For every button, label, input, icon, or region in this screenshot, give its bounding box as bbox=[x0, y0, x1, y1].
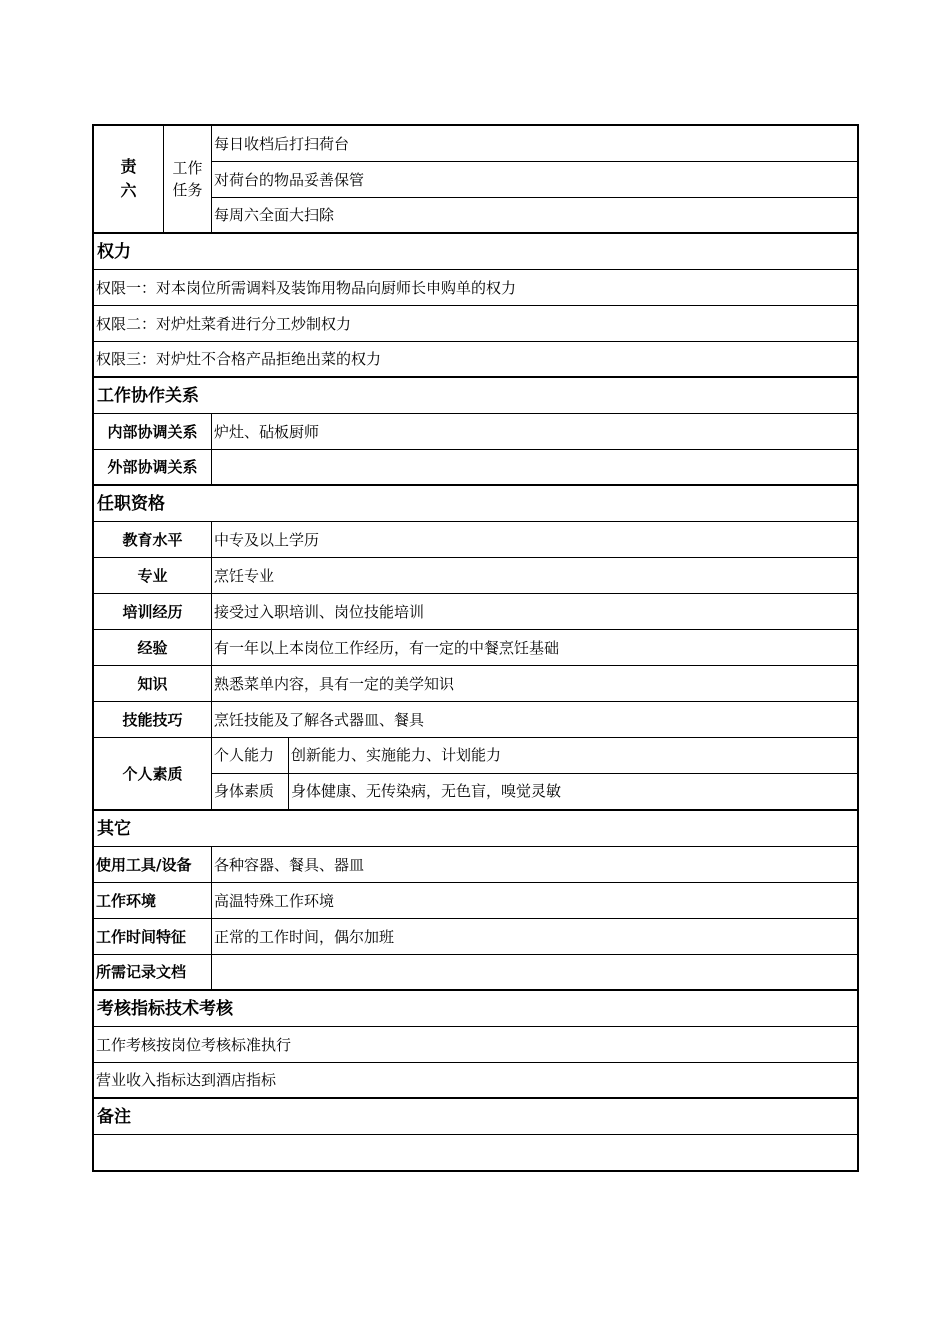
qualification-label: 教育水平 bbox=[94, 522, 212, 557]
qualification-value: 熟悉菜单内容，具有一定的美学知识 bbox=[214, 674, 455, 693]
qualification-title: 任职资格 bbox=[97, 493, 165, 514]
qualification-value: 接受过入职培训、岗位技能培训 bbox=[214, 602, 425, 621]
other-label: 使用工具/设备 bbox=[94, 847, 212, 882]
job-description-table bbox=[92, 124, 859, 1172]
cooperation-title: 工作协作关系 bbox=[97, 385, 199, 406]
internal-cooperation-value: 炉灶、砧板厨师 bbox=[214, 422, 320, 441]
authority-item: 权限二：对炉灶菜肴进行分工炒制权力 bbox=[96, 314, 352, 333]
personal-quality-sublabel: 身体素质 bbox=[212, 774, 289, 810]
other-label: 工作时间特征 bbox=[94, 919, 212, 954]
remarks-value bbox=[94, 1135, 98, 1170]
authority-item: 权限一：对本岗位所需调料及装饰用物品向厨师长申购单的权力 bbox=[96, 278, 517, 297]
qualification-label: 经验 bbox=[94, 630, 212, 665]
other-value: 正常的工作时间，偶尔加班 bbox=[214, 927, 395, 946]
personal-quality-sublabel: 个人能力 bbox=[212, 738, 289, 773]
assessment-item: 营业收入指标达到酒店指标 bbox=[96, 1071, 277, 1089]
assessment-item: 工作考核按岗位考核标准执行 bbox=[96, 1035, 292, 1054]
task-list bbox=[212, 126, 857, 232]
assessment-title: 考核指标技术考核 bbox=[97, 998, 233, 1019]
duty-label bbox=[94, 126, 164, 232]
personal-quality-value: 创新能力、实施能力、计划能力 bbox=[291, 746, 502, 765]
qualification-value: 中专及以上学历 bbox=[214, 530, 320, 549]
internal-cooperation-label: 内部协调关系 bbox=[94, 414, 212, 449]
other-label: 所需记录文档 bbox=[94, 955, 212, 989]
task-item: 每日收档后打扫荷台 bbox=[212, 126, 857, 162]
qualification-label: 培训经历 bbox=[94, 594, 212, 629]
duty-block bbox=[94, 126, 857, 234]
other-value: 高温特殊工作环境 bbox=[214, 891, 335, 910]
personal-quality-value: 身体健康、无传染病，无色盲，嗅觉灵敏 bbox=[291, 782, 562, 801]
qualification-value: 有一年以上本岗位工作经历，有一定的中餐烹饪基础 bbox=[214, 638, 560, 657]
external-cooperation-label: 外部协调关系 bbox=[94, 450, 212, 484]
external-cooperation-value bbox=[212, 450, 857, 484]
authority-item: 权限三：对炉灶不合格产品拒绝出菜的权力 bbox=[96, 350, 382, 368]
task-label-line1: 工作 bbox=[172, 159, 203, 177]
personal-quality-label: 个人素质 bbox=[94, 738, 212, 809]
qualification-label: 知识 bbox=[94, 666, 212, 701]
qualification-label: 专业 bbox=[94, 558, 212, 593]
duty-label-line1: 责 bbox=[120, 157, 137, 176]
personal-quality-rows bbox=[212, 738, 857, 809]
qualification-value: 烹饪技能及了解各式器皿、餐具 bbox=[214, 710, 425, 729]
task-item: 对荷台的物品妥善保管 bbox=[212, 162, 857, 198]
task-label-line2: 任务 bbox=[172, 181, 203, 199]
other-title: 其它 bbox=[97, 818, 131, 839]
authority-title: 权力 bbox=[97, 241, 131, 262]
other-value bbox=[212, 955, 857, 989]
other-label: 工作环境 bbox=[94, 883, 212, 918]
task-label bbox=[164, 126, 212, 232]
remarks-title: 备注 bbox=[97, 1106, 131, 1127]
qualification-label: 技能技巧 bbox=[94, 702, 212, 737]
duty-label-line2: 六 bbox=[120, 181, 137, 200]
qualification-value: 烹饪专业 bbox=[214, 566, 275, 585]
task-item: 每周六全面大扫除 bbox=[214, 206, 335, 224]
other-value: 各种容器、餐具、器皿 bbox=[214, 855, 365, 874]
